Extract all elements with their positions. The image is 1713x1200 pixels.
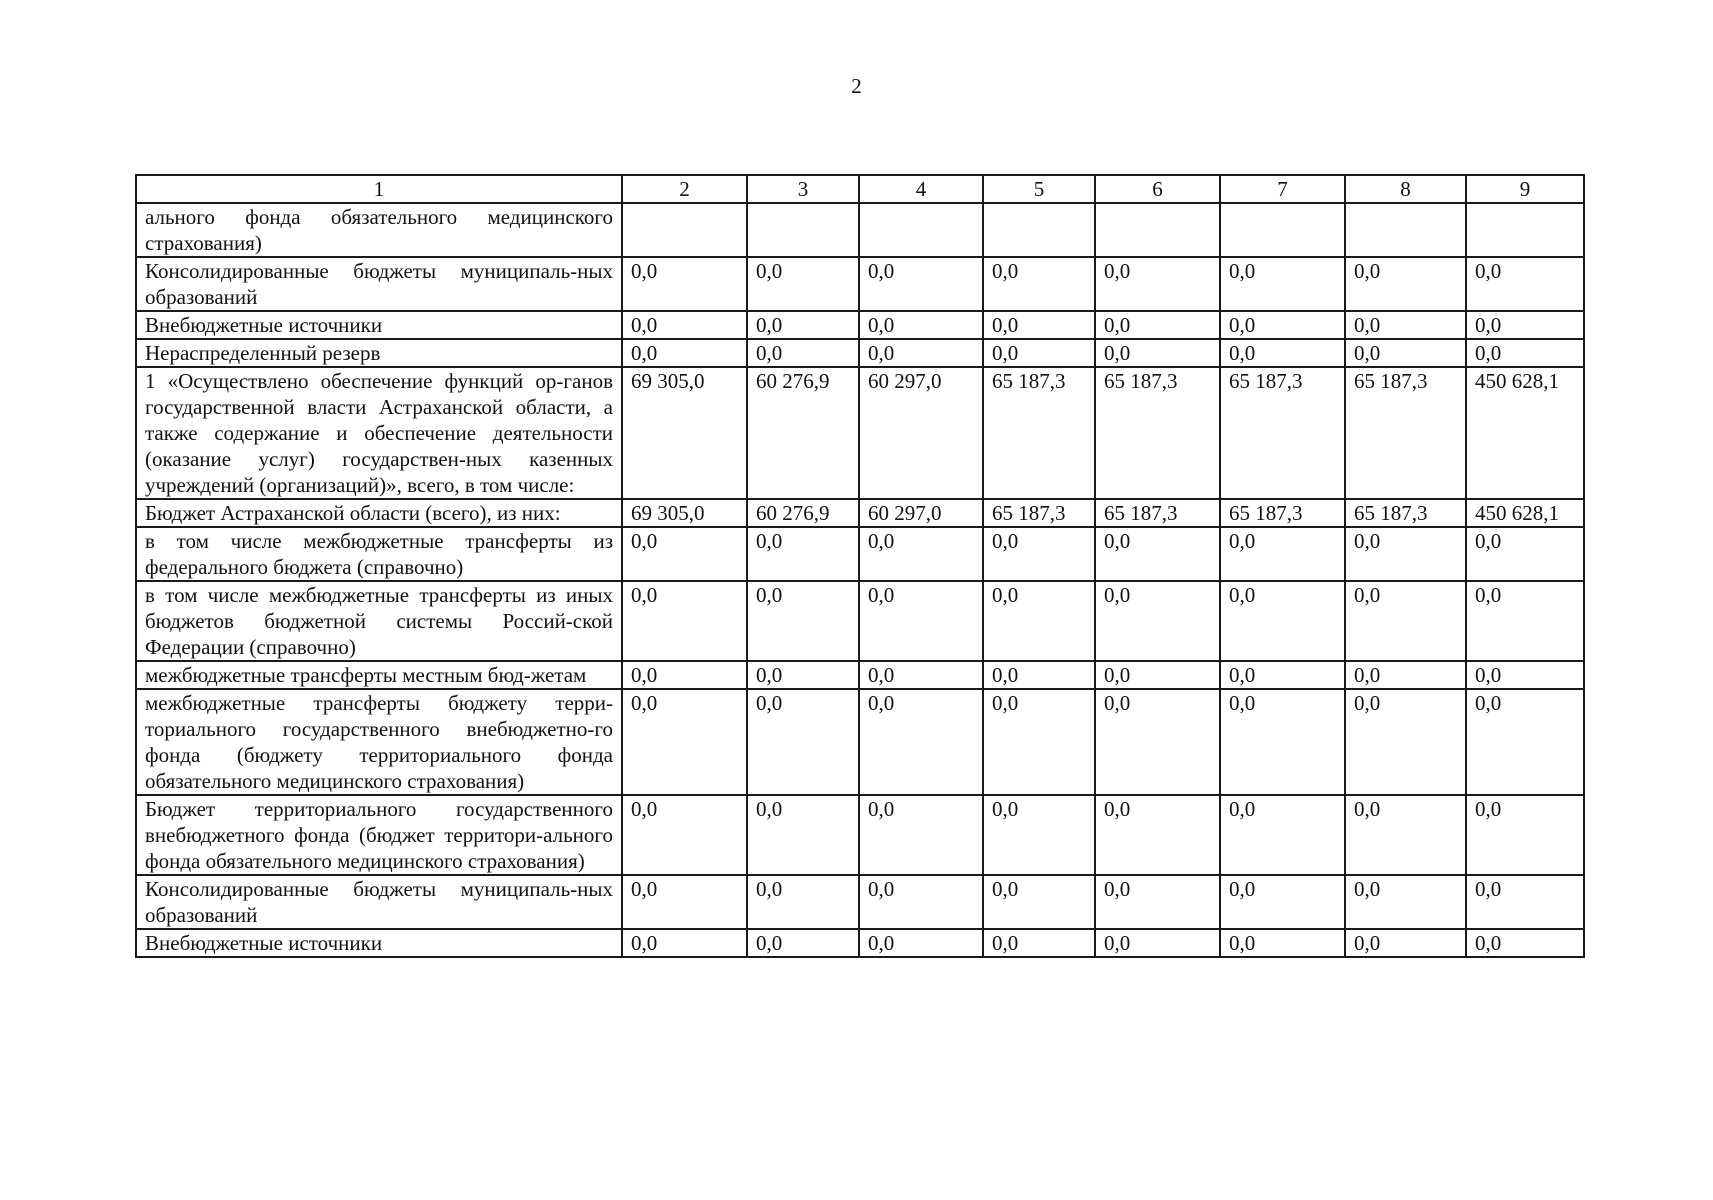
cell-value: 0,0 [1345, 581, 1466, 661]
table-row [136, 795, 1584, 875]
cell-value: 0,0 [859, 661, 983, 689]
cell-value: 0,0 [1095, 661, 1220, 689]
cell-value: 0,0 [1466, 581, 1584, 661]
cell-value: 65 187,3 [983, 367, 1095, 499]
page-number: 2 [851, 74, 862, 98]
cell-value: 69 305,0 [622, 367, 747, 499]
column-header: 8 [1345, 175, 1466, 203]
cell-value: 0,0 [622, 795, 747, 875]
cell-value: 65 187,3 [1220, 367, 1345, 499]
row-label: в том числе межбюджетные трансферты из иных бюджетов бюджетной системы Россий-ской Федерации (справочно) [136, 581, 622, 661]
row-label: 1 «Осуществлено обеспечение функций ор-ганов государственной власти Астраханской области, а также содержание и обеспечение деятельности (оказание услуг) государствен-ных казенных учреждений (организаций)», всего, в том числе: [136, 367, 622, 499]
cell-value: 60 276,9 [747, 499, 859, 527]
cell-value: 0,0 [1095, 527, 1220, 581]
cell-value: 0,0 [747, 689, 859, 795]
cell-value: 0,0 [1345, 661, 1466, 689]
cell-value [1220, 203, 1345, 257]
cell-value: 0,0 [1095, 311, 1220, 339]
cell-value: 0,0 [1345, 339, 1466, 367]
cell-value: 0,0 [1466, 339, 1584, 367]
cell-value: 0,0 [859, 339, 983, 367]
cell-value: 65 187,3 [1345, 499, 1466, 527]
cell-value: 0,0 [1220, 929, 1345, 957]
row-label: в том числе межбюджетные трансферты из федерального бюджета (справочно) [136, 527, 622, 581]
cell-value: 0,0 [859, 527, 983, 581]
cell-value: 0,0 [1466, 875, 1584, 929]
cell-value: 60 297,0 [859, 367, 983, 499]
cell-value: 0,0 [622, 581, 747, 661]
column-header: 4 [859, 175, 983, 203]
cell-value: 0,0 [747, 929, 859, 957]
table-row [136, 581, 1584, 661]
cell-value: 0,0 [1095, 929, 1220, 957]
cell-value [622, 203, 747, 257]
cell-value: 0,0 [1095, 689, 1220, 795]
cell-value: 0,0 [859, 311, 983, 339]
row-label: Консолидированные бюджеты муниципаль-ных образований [136, 875, 622, 929]
cell-value: 0,0 [1345, 527, 1466, 581]
cell-value: 0,0 [747, 527, 859, 581]
row-label: Внебюджетные источники [136, 311, 622, 339]
column-header: 1 [136, 175, 622, 203]
table-row [136, 499, 1584, 527]
cell-value: 0,0 [1220, 311, 1345, 339]
cell-value: 450 628,1 [1466, 499, 1584, 527]
table-row [136, 661, 1584, 689]
cell-value: 0,0 [1220, 795, 1345, 875]
cell-value: 0,0 [983, 661, 1095, 689]
cell-value: 65 187,3 [983, 499, 1095, 527]
cell-value: 0,0 [1466, 257, 1584, 311]
cell-value [1466, 203, 1584, 257]
cell-value: 0,0 [747, 661, 859, 689]
cell-value: 0,0 [983, 929, 1095, 957]
cell-value: 0,0 [859, 795, 983, 875]
column-header: 3 [747, 175, 859, 203]
table-row [136, 311, 1584, 339]
cell-value: 0,0 [622, 311, 747, 339]
cell-value: 65 187,3 [1220, 499, 1345, 527]
cell-value: 0,0 [747, 581, 859, 661]
cell-value: 0,0 [1466, 929, 1584, 957]
cell-value: 0,0 [859, 581, 983, 661]
cell-value: 0,0 [859, 875, 983, 929]
cell-value: 0,0 [1095, 257, 1220, 311]
cell-value: 0,0 [1095, 581, 1220, 661]
cell-value: 0,0 [1220, 875, 1345, 929]
cell-value: 65 187,3 [1345, 367, 1466, 499]
cell-value: 0,0 [859, 929, 983, 957]
cell-value: 0,0 [1345, 875, 1466, 929]
cell-value: 60 276,9 [747, 367, 859, 499]
cell-value [1095, 203, 1220, 257]
cell-value: 450 628,1 [1466, 367, 1584, 499]
cell-value: 0,0 [747, 311, 859, 339]
cell-value [859, 203, 983, 257]
row-label: межбюджетные трансферты бюджету терри-ториального государственного внебюджетно-го фонда (бюджету территориального фонда обязательного медицинского страхования) [136, 689, 622, 795]
cell-value: 0,0 [622, 339, 747, 367]
cell-value: 0,0 [1345, 929, 1466, 957]
table-row [136, 689, 1584, 795]
cell-value: 0,0 [983, 257, 1095, 311]
table-row [136, 527, 1584, 581]
cell-value: 65 187,3 [1095, 499, 1220, 527]
cell-value: 0,0 [983, 875, 1095, 929]
cell-value: 0,0 [983, 339, 1095, 367]
cell-value: 0,0 [983, 311, 1095, 339]
cell-value: 0,0 [1220, 689, 1345, 795]
cell-value: 0,0 [983, 795, 1095, 875]
cell-value: 0,0 [1095, 795, 1220, 875]
cell-value: 0,0 [1220, 527, 1345, 581]
cell-value: 0,0 [622, 689, 747, 795]
table-row [136, 875, 1584, 929]
column-header: 2 [622, 175, 747, 203]
cell-value [747, 203, 859, 257]
header-row [136, 175, 1584, 203]
cell-value: 0,0 [1345, 689, 1466, 795]
row-label: Бюджет территориального государственного внебюджетного фонда (бюджет территори-ального фонда обязательного медицинского страхования) [136, 795, 622, 875]
cell-value: 0,0 [747, 257, 859, 311]
cell-value: 0,0 [1220, 581, 1345, 661]
cell-value: 0,0 [622, 661, 747, 689]
cell-value: 0,0 [859, 257, 983, 311]
cell-value: 0,0 [1466, 661, 1584, 689]
cell-value: 0,0 [859, 689, 983, 795]
cell-value: 0,0 [747, 339, 859, 367]
cell-value: 0,0 [1220, 661, 1345, 689]
cell-value: 0,0 [1345, 257, 1466, 311]
cell-value: 0,0 [622, 527, 747, 581]
cell-value: 0,0 [1466, 311, 1584, 339]
cell-value: 0,0 [747, 795, 859, 875]
row-label: Бюджет Астраханской области (всего), из них: [136, 499, 622, 527]
cell-value: 0,0 [1095, 339, 1220, 367]
column-header: 7 [1220, 175, 1345, 203]
cell-value: 0,0 [1466, 689, 1584, 795]
row-label: Консолидированные бюджеты муниципаль-ных образований [136, 257, 622, 311]
cell-value: 0,0 [622, 257, 747, 311]
column-header: 9 [1466, 175, 1584, 203]
cell-value: 65 187,3 [1095, 367, 1220, 499]
column-header: 5 [983, 175, 1095, 203]
cell-value: 0,0 [1220, 257, 1345, 311]
budget-table [135, 174, 1585, 958]
table-row [136, 257, 1584, 311]
cell-value: 60 297,0 [859, 499, 983, 527]
cell-value: 0,0 [1466, 527, 1584, 581]
cell-value: 0,0 [1095, 875, 1220, 929]
column-header: 6 [1095, 175, 1220, 203]
cell-value: 0,0 [1220, 339, 1345, 367]
table-body [136, 203, 1584, 957]
cell-value: 69 305,0 [622, 499, 747, 527]
row-label: ального фонда обязательного медицинского страхования) [136, 203, 622, 257]
cell-value: 0,0 [1345, 311, 1466, 339]
table-row [136, 203, 1584, 257]
cell-value: 0,0 [983, 527, 1095, 581]
row-label: Внебюджетные источники [136, 929, 622, 957]
cell-value: 0,0 [983, 581, 1095, 661]
row-label: межбюджетные трансферты местным бюд-жетам [136, 661, 622, 689]
table-row [136, 339, 1584, 367]
cell-value [983, 203, 1095, 257]
table-row [136, 929, 1584, 957]
cell-value: 0,0 [1345, 795, 1466, 875]
cell-value: 0,0 [747, 875, 859, 929]
cell-value [1345, 203, 1466, 257]
cell-value: 0,0 [622, 929, 747, 957]
cell-value: 0,0 [983, 689, 1095, 795]
table-row [136, 367, 1584, 499]
row-label: Нераспределенный резерв [136, 339, 622, 367]
cell-value: 0,0 [1466, 795, 1584, 875]
cell-value: 0,0 [622, 875, 747, 929]
